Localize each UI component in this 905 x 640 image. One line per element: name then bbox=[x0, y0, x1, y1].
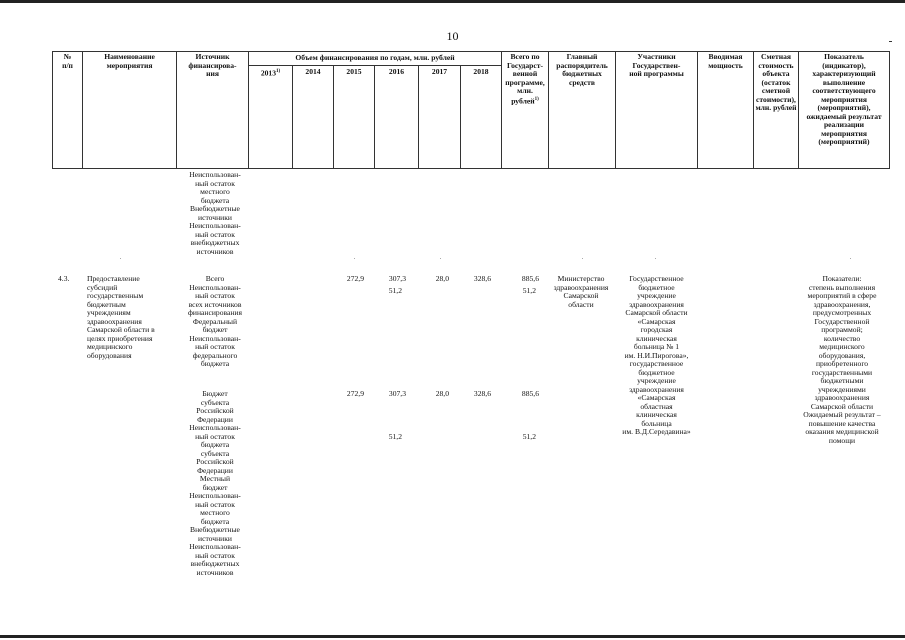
item-sources-bottom: Бюджет субъекта Российской Федерации Неиспользован- ный остаток бюджета субъекта Российской Федерации Местный бюджет Неиспользован- ный остаток местного бюджета Внебюджетные источники Неиспользован- ный остаток внебюджетных источников bbox=[189, 389, 241, 577]
item-participants: Государственное бюджетное учреждение здравоохранения Самарской области «Самарская городская клиническая больница № 1 им. Н.И.Пирогова», государственное бюджетное учреждение здравоохранения «Самарская областная клиническая больница им. В.Д.Середавина» bbox=[622, 274, 691, 436]
col-border bbox=[460, 65, 461, 169]
regional-total: 885,6 bbox=[521, 389, 539, 398]
col-header-name: Наименование мероприятия bbox=[104, 52, 155, 70]
unused-regional-total: 51,2 bbox=[522, 432, 536, 441]
unused-regional-2016: 51,2 bbox=[388, 432, 402, 441]
unused-total-2016: 51,2 bbox=[388, 286, 402, 295]
col-header-2015: 2015 bbox=[346, 67, 362, 76]
col-header-funding: Объем финансирования по годам, млн. рублей bbox=[295, 53, 455, 62]
col-header-capacity: Вводимая мощность bbox=[708, 52, 743, 70]
item-indicator: Показатели: степень выполнения мероприятий в сфере здравоохранения, предусмотренных Государственной программой; количество медицинского оборудования, приобретенного государственными бюджетными учреждениями здравоохранения Самарской области Ожидаемый результат – повышение качества оказания медицинской помощи bbox=[803, 274, 881, 445]
col-header-2016: 2016 bbox=[388, 67, 405, 76]
col-border bbox=[889, 51, 890, 169]
col-header-2013: 2013$^{1)}$ bbox=[260, 68, 281, 78]
regional-2017: 28,0 bbox=[435, 389, 449, 398]
total-2015: 272,9 bbox=[346, 274, 364, 283]
item-name: Предоставление субсидий государственным бюджетным учреждениям здравоохранения Самарской области в целях приобретения медицинского оборудования bbox=[87, 274, 155, 360]
regional-2015: 272,9 bbox=[346, 389, 364, 398]
scan-dot bbox=[354, 258, 355, 259]
col-border bbox=[333, 65, 334, 169]
col-header-no: № п/п bbox=[62, 52, 73, 70]
col-header-2018: 2018 bbox=[473, 67, 489, 76]
scan-dot bbox=[120, 258, 121, 259]
col-header-2014: 2014 bbox=[305, 67, 321, 76]
col-header-source: Источник финансирова- ния bbox=[188, 52, 237, 78]
col-header-total: Всего по Государст- венной программе, млн. рублей$^{1)}$ bbox=[505, 52, 545, 106]
item-manager: Министерство здравоохранения Самарской области bbox=[553, 274, 609, 309]
total-2016: 307,3 bbox=[388, 274, 406, 283]
scan-dot bbox=[655, 258, 656, 259]
scan-dot bbox=[440, 258, 441, 259]
page-number: 10 bbox=[446, 29, 459, 43]
col-header-participants: Участники Государствен- ной программы bbox=[629, 52, 684, 78]
scan-dot bbox=[850, 258, 851, 259]
top-border bbox=[0, 0, 905, 3]
item-number: 4.3. bbox=[58, 274, 70, 283]
footnote-mark: 1) bbox=[276, 69, 281, 74]
item-sources-top: Всего Неиспользован- ный остаток всех источников финансирования Федеральный бюджет Неиспользован- ный остаток федерального бюджета bbox=[188, 274, 242, 368]
total-all: 885,6 bbox=[521, 274, 539, 283]
col-border bbox=[374, 65, 375, 169]
col-header-2017: 2017 bbox=[431, 67, 448, 76]
regional-2016: 307,3 bbox=[388, 389, 406, 398]
col-header-estimate: Сметная стоимость объекта (остаток сметной стоимости), млн. рублей bbox=[755, 52, 797, 112]
regional-2018: 328,6 bbox=[473, 389, 491, 398]
col-header-manager: Главный распорядитель бюджетных средств bbox=[556, 52, 608, 87]
col-border bbox=[418, 65, 419, 169]
col-border bbox=[292, 65, 293, 169]
total-2018: 328,6 bbox=[473, 274, 491, 283]
footnote-mark: 1) bbox=[534, 96, 539, 102]
carryover-sources: Неиспользован- ный остаток местного бюджета Внебюджетные источники Неиспользован- ный остаток внебюджетных источников bbox=[189, 170, 241, 256]
corner-mark bbox=[889, 41, 892, 42]
col-header-indicator: Показатель (индикатор), характеризующий выполнение соответствующего мероприятия (мероприятий), ожидаемый результат реализации мероприятия (мероприятий) bbox=[806, 52, 882, 146]
unused-total-all: 51,2 bbox=[522, 286, 536, 295]
bottom-border bbox=[0, 635, 905, 638]
scan-dot bbox=[582, 258, 583, 259]
header-bottom-rule bbox=[52, 168, 890, 169]
total-2017: 28,0 bbox=[435, 274, 449, 283]
